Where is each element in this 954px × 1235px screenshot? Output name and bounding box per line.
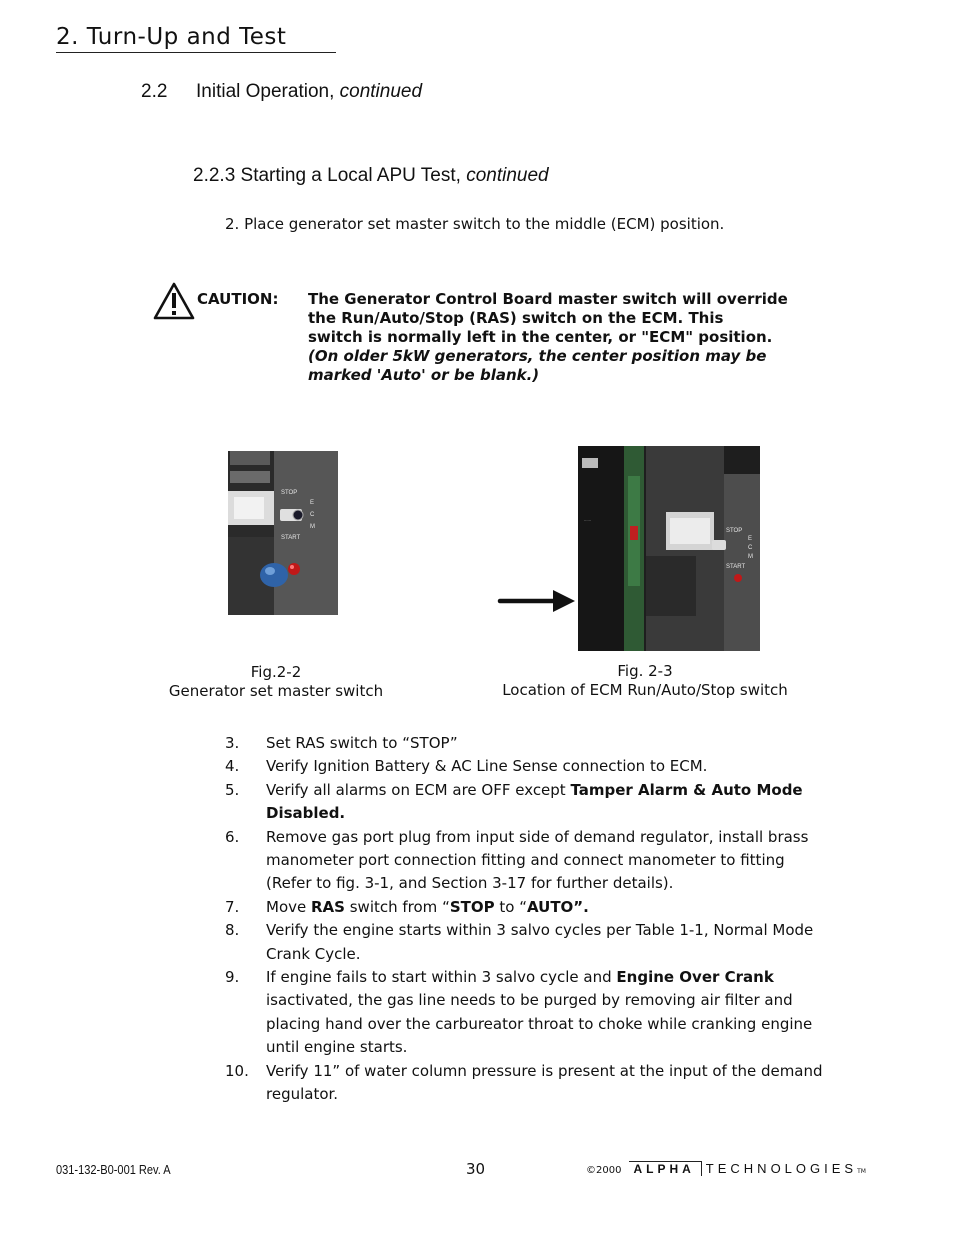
step-text-bold: Engine Over Crank	[616, 968, 774, 987]
caution-line: switch is normally left in the center, or "ECM" position.	[308, 328, 773, 346]
photo-label-e: E	[310, 500, 315, 506]
step-text	[266, 755, 825, 778]
photo-label-m: M	[310, 524, 315, 530]
fig-caption-text: Location of ECM Run/Auto/Stop switch	[502, 681, 788, 699]
step-text-part: If engine fails to start within 3 salvo cycle and	[266, 968, 617, 987]
photo-label-stop: STOP	[281, 490, 298, 496]
step-text	[266, 919, 825, 966]
step-text-bold: STOP	[449, 897, 495, 916]
step-text-part: Remove gas port plug from input side of demand regulator, install brass manometer port connection fitting and connect manometer to fitting (Refer to fig. 3-1, and Section 3-17 for further details).	[266, 827, 809, 893]
fig-2-2-caption	[160, 663, 392, 701]
step-number: 8.	[225, 921, 240, 940]
fig-2-3-caption	[488, 662, 802, 700]
footer-brand-logo	[586, 1161, 866, 1176]
section-heading-2-2-3	[193, 165, 549, 187]
caution-triangle-icon	[152, 281, 196, 321]
step-text-part: Verify 11” of water column pressure is present at the input of the demand regulator.	[266, 1061, 823, 1104]
photo-label-e: E	[748, 536, 753, 542]
fig-2-2-photo	[228, 451, 338, 615]
section-number: 2.2	[141, 81, 168, 102]
step-number: 10.	[225, 1061, 249, 1080]
step-text-part: Move	[266, 897, 311, 916]
caution-text	[308, 290, 828, 385]
photo-label-start: START	[726, 564, 746, 570]
fig-2-3-photo	[578, 446, 760, 651]
subsection-title-continued: continued	[466, 165, 549, 186]
caution-note: (On older 5kW generators, the center position may be	[308, 347, 767, 365]
section-title-continued: continued	[339, 81, 423, 102]
procedure-steps	[225, 732, 825, 1107]
step-2: 2. Place generator set master switch to the middle (ECM) position.	[225, 215, 725, 233]
section-heading-2-2	[141, 81, 422, 103]
caution-line: The Generator Control Board master switch will override	[308, 290, 788, 308]
step-number: 7.	[225, 897, 240, 916]
step-text	[266, 896, 825, 919]
step-text-part: Set RAS switch to “STOP”	[266, 734, 458, 752]
svg-text:······: ······	[584, 519, 591, 523]
step-number: 5.	[225, 780, 240, 799]
fig-caption-number: Fig. 2-3	[617, 662, 673, 680]
step-text	[266, 966, 825, 1060]
list-item	[225, 826, 825, 896]
photo-label-start: START	[281, 535, 301, 541]
list-item	[225, 779, 825, 826]
step-text-bold: RAS	[311, 897, 345, 916]
list-item	[225, 755, 825, 778]
list-item	[225, 919, 825, 966]
photo-label-c: C	[310, 512, 315, 518]
brand-technologies: TECHNOLOGIES	[705, 1161, 858, 1176]
caution-line: the Run/Auto/Stop (RAS) switch on the ECM. This	[308, 309, 724, 327]
step-number: 9.	[225, 968, 240, 987]
step-text	[266, 779, 825, 826]
caution-note: marked 'Auto' or be blank.)	[308, 366, 540, 384]
step-text-part: Verify the engine starts within 3 salvo cycles per Table 1-1, Normal Mode Crank Cycle.	[266, 921, 814, 963]
brand-trademark: TM	[857, 1168, 866, 1175]
fig-caption-number: Fig.2-2	[250, 663, 302, 681]
step-text-bold: Tamper Alarm & Auto Mode Disabled.	[266, 780, 803, 823]
step-text-part: isactivated, the gas line needs to be purged by removing air filter and placing hand over the carbureator throat to choke while cranking engine until engine starts.	[266, 991, 813, 1057]
brand-alpha: ALPHA	[629, 1161, 701, 1176]
photo-label-m: M	[748, 554, 753, 560]
step-number: 4.	[225, 757, 240, 776]
subsection-title: 2.2.3 Starting a Local APU Test,	[193, 165, 467, 186]
step-number: 6.	[225, 827, 240, 846]
step-text-bold: AUTO”.	[527, 897, 589, 916]
step-text	[266, 826, 825, 896]
step-text-part: Verify Ignition Battery & AC Line Sense connection to ECM.	[266, 757, 708, 776]
step-text-part: Verify all alarms on ECM are OFF except	[266, 780, 571, 799]
footer-page-number: 30	[466, 1160, 486, 1178]
step-number: 3.	[225, 734, 240, 752]
page-title: 2. Turn-Up and Test	[56, 24, 336, 53]
list-item	[225, 1060, 825, 1107]
fig-caption-text: Generator set master switch	[168, 682, 384, 700]
photo-label-c: C	[748, 545, 753, 551]
list-item	[225, 966, 825, 1060]
step-text-part: switch from “	[344, 897, 450, 916]
list-item	[225, 896, 825, 919]
section-title: Initial Operation,	[196, 81, 340, 102]
step-text-part: to “	[494, 897, 527, 916]
step-text	[266, 1060, 825, 1107]
step-text	[266, 732, 825, 755]
caution-label: CAUTION:	[197, 290, 279, 308]
list-item	[225, 732, 825, 755]
footer-copyright: ©2000	[586, 1165, 622, 1176]
arrow-right-icon	[497, 587, 577, 615]
photo-label-stop: STOP	[726, 528, 743, 534]
footer-document-number: 031-132-B0-001 Rev. A	[56, 1162, 171, 1177]
